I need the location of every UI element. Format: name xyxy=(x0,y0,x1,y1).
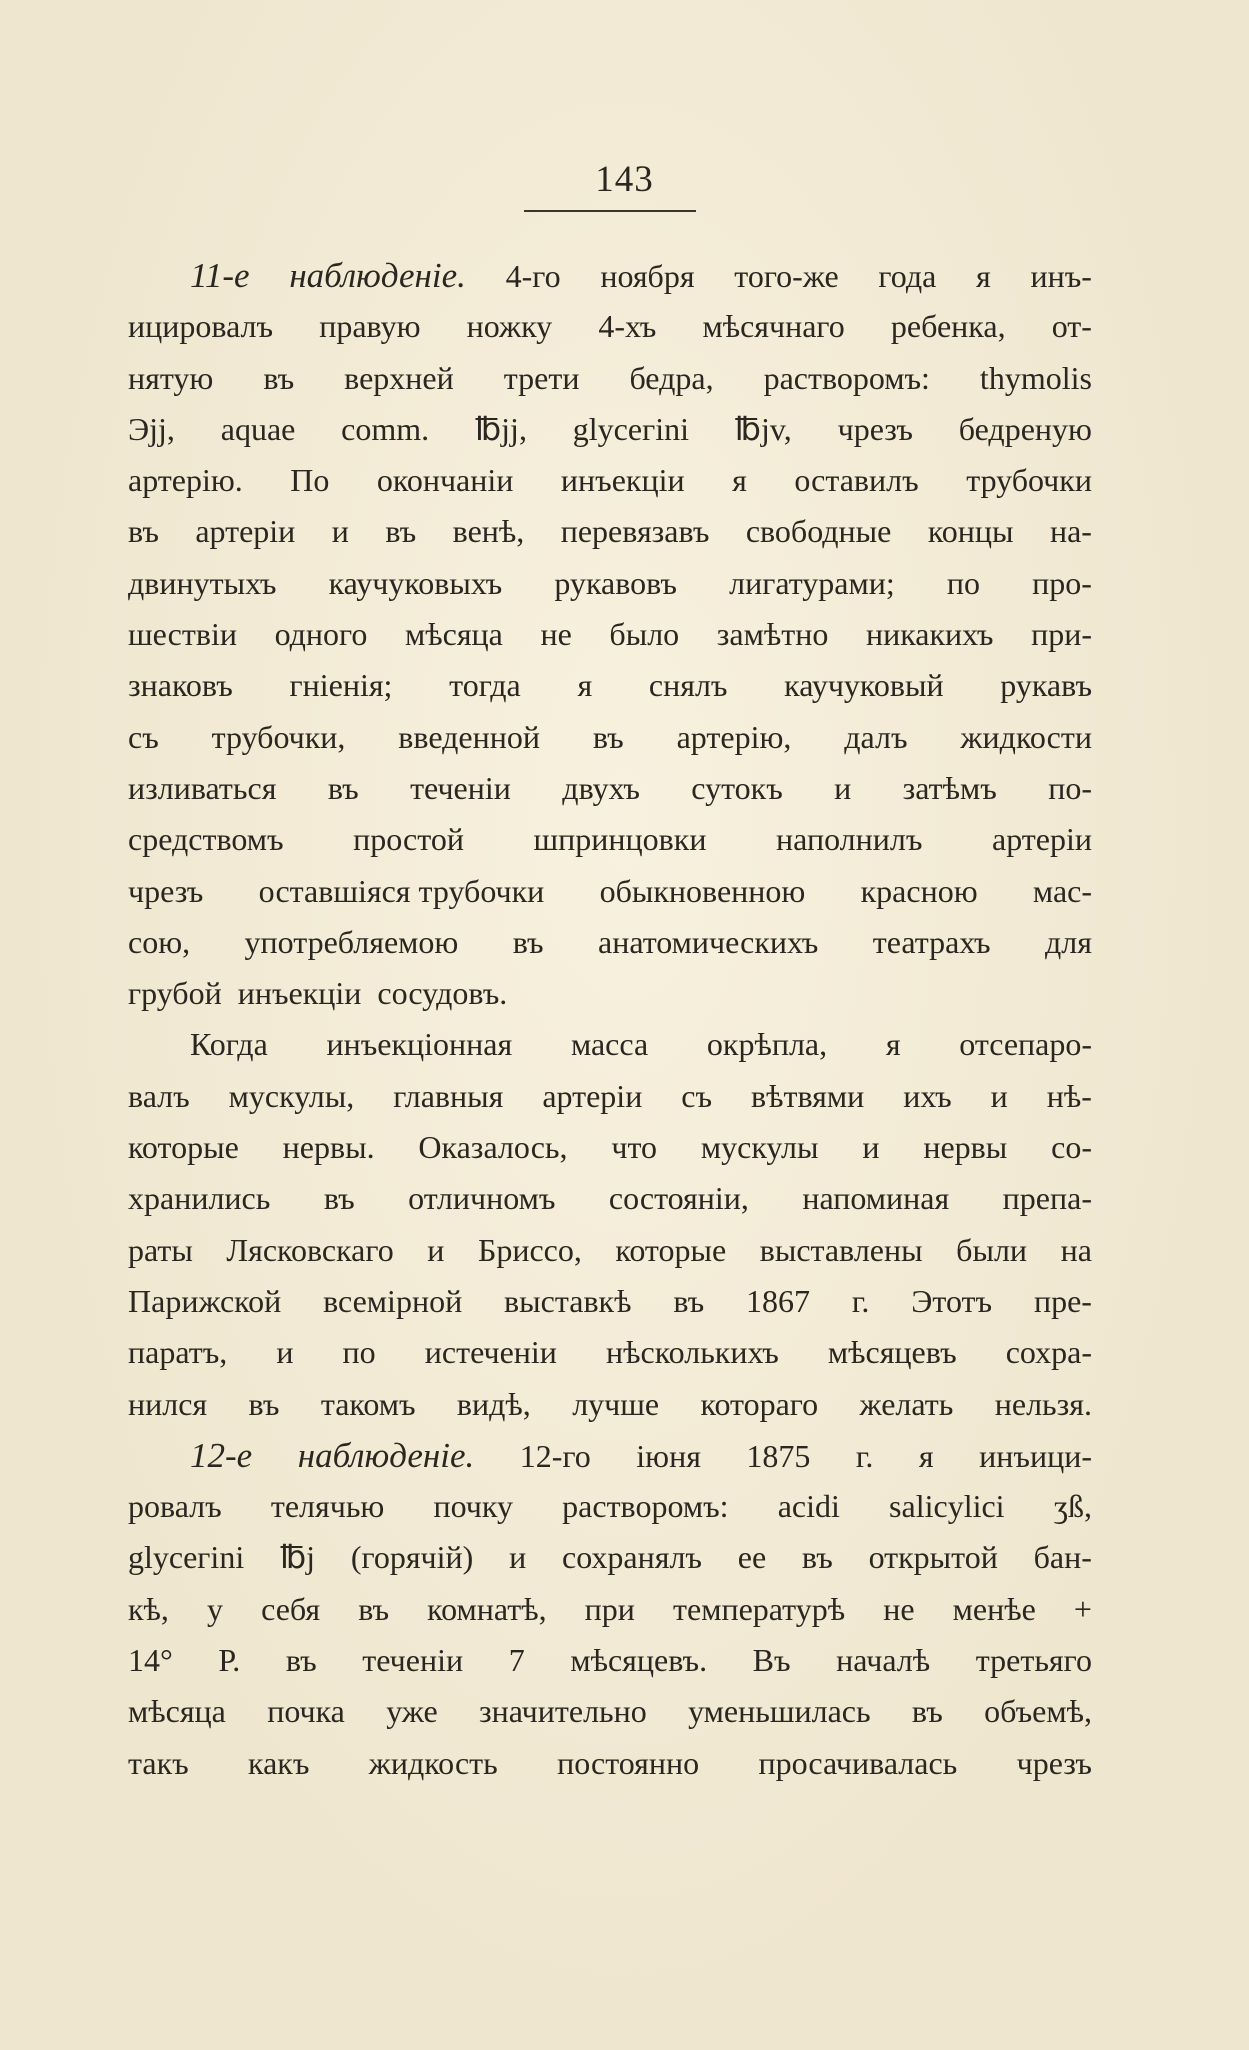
word: театрахъ xyxy=(872,923,991,960)
word: г. xyxy=(851,1282,870,1319)
word: Эjj, xyxy=(128,410,175,447)
word: трубочки xyxy=(966,462,1092,499)
word: въ xyxy=(323,1180,355,1217)
word: шпринцовки xyxy=(533,821,707,858)
word: и xyxy=(331,513,349,550)
page-number: 143 xyxy=(595,159,654,200)
word: г. xyxy=(855,1437,874,1474)
word: бан- xyxy=(1033,1539,1092,1576)
text-line xyxy=(128,404,1092,455)
word: анатомическихъ xyxy=(598,923,819,960)
text-line xyxy=(128,917,1092,968)
word: далъ xyxy=(844,718,908,755)
word: трети xyxy=(503,359,580,396)
word: окрѣпла, xyxy=(706,1026,828,1063)
word: замѣтно xyxy=(716,616,829,653)
word: по xyxy=(946,564,981,601)
word: и xyxy=(990,1077,1008,1114)
word: лучше xyxy=(572,1385,660,1422)
word: снялъ xyxy=(648,667,728,704)
word: въ xyxy=(512,923,544,960)
word: glyceгini xyxy=(572,410,689,447)
word: 12-е xyxy=(190,1435,253,1475)
word: въ xyxy=(911,1693,943,1730)
text-line xyxy=(128,1686,1092,1737)
text-line xyxy=(128,455,1092,506)
word: на- xyxy=(1049,513,1092,550)
word: одного xyxy=(274,616,368,653)
text-line xyxy=(128,1738,1092,1789)
word: свободные xyxy=(745,513,892,550)
word: сою, xyxy=(128,923,191,960)
word: въ xyxy=(801,1539,833,1576)
word: въ xyxy=(128,513,159,550)
word: чрезъ xyxy=(837,410,913,447)
word: изливаться xyxy=(128,769,277,806)
word: жидкость xyxy=(368,1744,498,1781)
word: со- xyxy=(1051,1129,1092,1166)
word: телячью xyxy=(270,1488,385,1525)
word: Лясковскаго xyxy=(226,1231,394,1268)
word: Р. xyxy=(218,1642,241,1679)
text-line xyxy=(128,866,1092,917)
word: для xyxy=(1045,923,1092,960)
text-line xyxy=(128,968,1092,1019)
word: введенной xyxy=(398,718,540,755)
word: ℔j xyxy=(279,1539,316,1576)
word: мѣсячнаго xyxy=(702,308,845,345)
word: мѣсяца xyxy=(404,616,503,653)
word: года xyxy=(878,258,937,294)
word: сутокъ xyxy=(691,769,783,806)
word: мѣсяцевъ. xyxy=(570,1642,708,1679)
text-line xyxy=(128,1379,1092,1430)
word: aquae xyxy=(220,410,296,447)
word: отсепаро- xyxy=(959,1026,1092,1063)
word: я xyxy=(976,258,991,294)
word: въ xyxy=(248,1385,280,1422)
word: каучуковый xyxy=(784,667,944,704)
word: началѣ xyxy=(836,1642,931,1679)
word: каучуковыхъ xyxy=(328,564,503,601)
word: вѣтвями xyxy=(751,1077,865,1114)
word: мѣсяцевъ xyxy=(827,1334,957,1371)
word: 11-е xyxy=(190,256,250,295)
word: ее xyxy=(737,1539,767,1576)
word: рукавовъ xyxy=(554,564,677,601)
word: съ xyxy=(681,1077,713,1114)
word: Когда xyxy=(190,1026,268,1063)
word: было xyxy=(609,616,680,653)
word: теченіи xyxy=(362,1642,464,1679)
word: я xyxy=(577,667,593,704)
word: всемірной xyxy=(323,1282,463,1319)
text-line xyxy=(128,1019,1092,1070)
text-line xyxy=(128,1071,1092,1122)
word: въ xyxy=(285,1642,317,1679)
word: кѣ, xyxy=(128,1590,169,1627)
word: мускулы, xyxy=(228,1077,355,1114)
word: сосудовъ. xyxy=(377,975,508,1012)
text-line xyxy=(128,1122,1092,1173)
text-line xyxy=(128,712,1092,763)
word: напоминая xyxy=(802,1180,950,1217)
word: наблюденіе. xyxy=(297,1435,475,1475)
word: оставилъ xyxy=(794,462,919,499)
word: 4-хъ xyxy=(598,308,657,345)
word: выставкѣ xyxy=(504,1282,632,1319)
body-text xyxy=(128,250,1092,1789)
word: ноября xyxy=(600,258,695,294)
word: Этотъ xyxy=(911,1282,993,1319)
word: 1867 xyxy=(746,1282,811,1319)
word: оставшіяся трубочки xyxy=(258,872,545,909)
word: ровалъ xyxy=(128,1488,222,1525)
word: Оказалось, xyxy=(418,1129,568,1166)
word: никакихъ xyxy=(865,616,994,653)
word: въ xyxy=(385,513,417,550)
word: открытой xyxy=(868,1539,998,1576)
word: средствомъ xyxy=(128,821,284,858)
word: въ xyxy=(358,1590,390,1627)
text-line xyxy=(128,1225,1092,1276)
word: жидкости xyxy=(960,718,1092,755)
word: и xyxy=(862,1129,880,1166)
word: котораго xyxy=(700,1385,819,1422)
word: просачивалась xyxy=(758,1744,958,1781)
word: нѣ- xyxy=(1046,1077,1092,1114)
text-line xyxy=(128,558,1092,609)
word: концы xyxy=(927,513,1014,550)
word: растворомъ: xyxy=(763,359,930,396)
word: двухъ xyxy=(562,769,640,806)
word: выставлены xyxy=(759,1231,923,1268)
word: наблюденіе. xyxy=(289,256,466,295)
word: паратъ, xyxy=(128,1334,228,1371)
word: рукавъ xyxy=(1000,667,1092,704)
text-line xyxy=(128,814,1092,865)
word: на xyxy=(1060,1231,1092,1268)
word: 14° xyxy=(128,1642,173,1679)
word: мѣсяца xyxy=(128,1693,226,1730)
word: растворомъ: xyxy=(562,1488,729,1525)
word: ребенка, xyxy=(890,308,1006,345)
word: менѣе xyxy=(952,1590,1036,1627)
word: себя xyxy=(261,1590,321,1627)
word: ℔jj, xyxy=(474,410,527,447)
word: отличномъ xyxy=(408,1180,556,1217)
word: видѣ, xyxy=(456,1385,531,1422)
word: съ xyxy=(128,718,159,755)
word: По xyxy=(290,462,330,499)
word: которые xyxy=(128,1129,239,1166)
word: артерію. xyxy=(128,462,243,499)
word: температурѣ xyxy=(673,1590,846,1627)
word: употребляемою xyxy=(244,923,459,960)
word: перевязавъ xyxy=(560,513,710,550)
word: почку xyxy=(433,1488,513,1525)
word: ицировалъ xyxy=(128,308,274,345)
text-line xyxy=(128,301,1092,352)
word: теченіи xyxy=(410,769,511,806)
word: главныя xyxy=(393,1077,504,1114)
text-line xyxy=(128,660,1092,711)
word: мас- xyxy=(1032,872,1092,909)
word: истеченіи xyxy=(424,1334,557,1371)
word: бедреную xyxy=(958,410,1092,447)
word: при- xyxy=(1031,616,1092,653)
word: были xyxy=(956,1231,1028,1268)
word: ножку xyxy=(466,308,553,345)
word: 7 xyxy=(508,1642,525,1679)
word: артерію, xyxy=(676,718,792,755)
text-line xyxy=(128,250,1092,301)
word: двинутыхъ xyxy=(128,564,277,601)
word: чрезъ xyxy=(1016,1744,1092,1781)
word: сохранялъ xyxy=(561,1539,702,1576)
word: thymolis xyxy=(979,359,1092,396)
word: постоянно xyxy=(557,1744,700,1781)
text-line xyxy=(128,506,1092,557)
word: у xyxy=(207,1590,224,1627)
word: раты xyxy=(128,1231,193,1268)
word: знаковъ xyxy=(128,667,233,704)
text-line xyxy=(128,1635,1092,1686)
word: верхней xyxy=(344,359,454,396)
text-line xyxy=(128,1430,1092,1481)
word: comm. xyxy=(341,410,430,447)
word: нился xyxy=(128,1385,208,1422)
word: бедра, xyxy=(629,359,714,396)
word: лигатурами; xyxy=(729,564,895,601)
word: при xyxy=(584,1590,635,1627)
word: что xyxy=(611,1129,657,1166)
word: я xyxy=(732,462,747,499)
word: glyceгini xyxy=(128,1539,245,1576)
word: нервы. xyxy=(282,1129,375,1166)
word: инъ- xyxy=(1030,258,1092,294)
word: Парижской xyxy=(128,1282,282,1319)
word: простой xyxy=(353,821,464,858)
word: не xyxy=(540,616,572,653)
word: уменьшилась xyxy=(688,1693,871,1730)
word: артеріи xyxy=(195,513,296,550)
word: комнатѣ, xyxy=(427,1590,547,1627)
word: состояніи, xyxy=(608,1180,749,1217)
word: 12-го xyxy=(519,1437,591,1474)
text-line xyxy=(128,609,1092,660)
word: въ xyxy=(673,1282,705,1319)
word: 1875 xyxy=(746,1437,811,1474)
word: нельзя. xyxy=(994,1385,1092,1422)
word: тогда xyxy=(449,667,521,704)
word: такъ xyxy=(128,1744,189,1781)
word: ихъ xyxy=(903,1077,952,1114)
word: нѣсколькихъ xyxy=(606,1334,779,1371)
word: желать xyxy=(859,1385,954,1422)
text-line xyxy=(128,1173,1092,1224)
word: про- xyxy=(1032,564,1092,601)
word: препа- xyxy=(1002,1180,1092,1217)
word: гніенія; xyxy=(289,667,393,704)
word: третьяго xyxy=(975,1642,1092,1679)
word: шествіи xyxy=(128,616,237,653)
word: и xyxy=(834,769,852,806)
word: (горячій) xyxy=(350,1539,474,1576)
word: обыкновенною xyxy=(599,872,806,909)
word: артеріи xyxy=(991,821,1092,858)
word: и xyxy=(276,1334,294,1371)
text-line xyxy=(128,353,1092,404)
word: я xyxy=(918,1437,934,1474)
word: въ xyxy=(263,359,295,396)
word: ʒß, xyxy=(1053,1488,1092,1525)
word: нятую xyxy=(128,359,214,396)
word: acidi xyxy=(777,1488,840,1525)
word: какъ xyxy=(248,1744,310,1781)
word: Въ xyxy=(752,1642,791,1679)
word: и xyxy=(509,1539,527,1576)
word: ℔jv, xyxy=(734,410,792,447)
text-line xyxy=(128,1532,1092,1583)
word: 4-го xyxy=(505,258,561,294)
text-line xyxy=(128,1276,1092,1327)
word: мускулы xyxy=(700,1129,819,1166)
text-line xyxy=(128,1584,1092,1635)
word: объемѣ, xyxy=(984,1693,1092,1730)
word: сохра- xyxy=(1005,1334,1092,1371)
word: инъекціи xyxy=(237,975,362,1012)
word: по xyxy=(342,1334,376,1371)
word: инъекціонная xyxy=(326,1026,513,1063)
word: от- xyxy=(1051,308,1092,345)
word: пре- xyxy=(1033,1282,1092,1319)
header-rule xyxy=(524,210,696,212)
word: инъекціи xyxy=(560,462,685,499)
word: валъ xyxy=(128,1077,190,1114)
word: грубой xyxy=(128,975,222,1012)
word: въ xyxy=(327,769,359,806)
word: + xyxy=(1073,1590,1092,1627)
word: такомъ xyxy=(320,1385,416,1422)
word: уже xyxy=(386,1693,438,1730)
text-line xyxy=(128,1481,1092,1532)
word: и xyxy=(427,1231,445,1268)
word: масса xyxy=(570,1026,649,1063)
word: трубочки, xyxy=(211,718,346,755)
word: salicylici xyxy=(889,1488,1005,1525)
word: Бриссо, xyxy=(477,1231,582,1268)
word: я xyxy=(885,1026,901,1063)
word: хранились xyxy=(128,1180,271,1217)
word: правую xyxy=(319,308,421,345)
word: почка xyxy=(267,1693,345,1730)
word: инъици- xyxy=(979,1437,1092,1474)
word: красною xyxy=(860,872,978,909)
word: затѣмъ xyxy=(902,769,997,806)
word: нервы xyxy=(923,1129,1008,1166)
word: которые xyxy=(615,1231,727,1268)
word: венѣ, xyxy=(452,513,525,550)
word: по- xyxy=(1048,769,1092,806)
text-line xyxy=(128,1327,1092,1378)
word: не xyxy=(883,1590,915,1627)
text-line xyxy=(128,763,1092,814)
word: въ xyxy=(592,718,624,755)
word: наполнилъ xyxy=(776,821,923,858)
word: чрезъ xyxy=(128,872,204,909)
word: значительно xyxy=(478,1693,647,1730)
word: артеріи xyxy=(542,1077,643,1114)
word: окончаніи xyxy=(376,462,514,499)
word: іюня xyxy=(636,1437,701,1474)
word: того-же xyxy=(734,258,839,294)
